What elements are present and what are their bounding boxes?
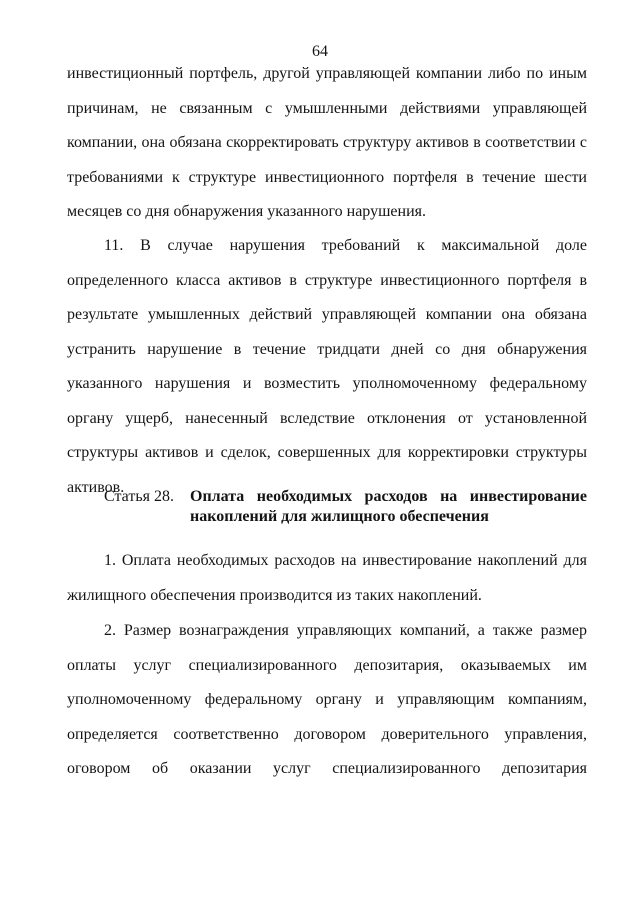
- paragraph-text: 2. Размер вознаграждения управляющих компаний, а также размер оплаты услуг специализированного депозитария, оказываемых им уполномоченному федеральному органу и управляющим компаниям, определяется соответственно договором доверительного управления, оговором об оказании услуг специализированного депозитария: [67, 622, 587, 777]
- paragraph-text: 1. Оплата необходимых расходов на инвестирование накоплений для жилищного обеспечения производится из таких накоплений.: [67, 552, 587, 604]
- article-label: Статья 28.: [104, 488, 174, 505]
- article-heading: [104, 487, 587, 527]
- paragraph-text: 11. В случае нарушения требований к максимальной доле определенного класса активов в структуре инвестиционного портфеля в результате умышленных действий управляющей компании она обязана устранить нарушение в течение тридцати дней со дня обнаружения указанного нарушения и возместить уполномоченному федеральному органу ущерб, нанесенный вследствие отклонения от установленной структуры активов и сделок, совершенных для корректировки структуры активов.: [67, 237, 587, 496]
- paragraph-continuation: [67, 57, 587, 230]
- page-number: 64: [312, 43, 328, 60]
- article-item-2: [67, 614, 587, 787]
- paragraph-item-11: [67, 229, 587, 505]
- article-item-1: [67, 544, 587, 613]
- article-title: Оплата необходимых расходов на инвестирование накоплений для жилищного обеспечения: [190, 488, 587, 525]
- paragraph-text: инвестиционный портфель, другой управляющей компании либо по иным причинам, не связанным с умышленными действиями управляющей компании, она обязана скорректировать структуру активов в соответствии с требованиями к структуре инвестиционного портфеля в течение шести месяцев со дня обнаружения указанного нарушения.: [67, 65, 587, 220]
